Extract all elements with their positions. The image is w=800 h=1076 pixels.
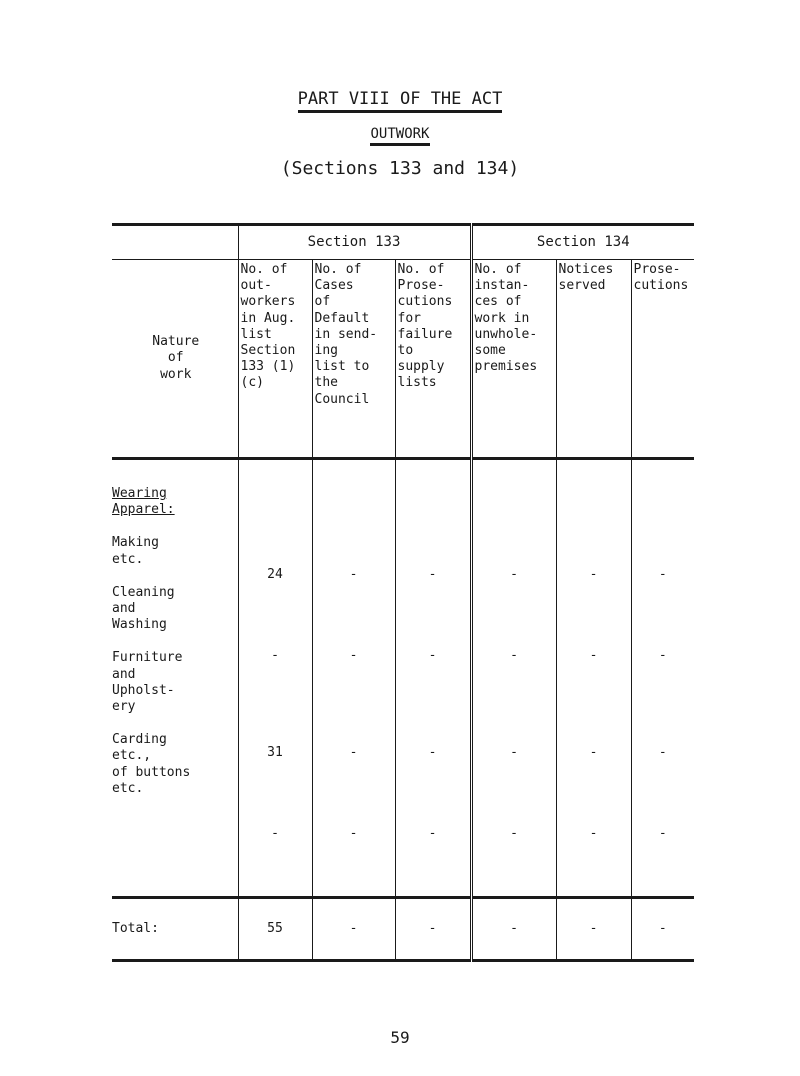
outwork-heading: OUTWORK [0, 126, 800, 142]
table-cell: - [589, 825, 598, 841]
col-values-default-cases [312, 459, 395, 898]
row-label: Cleaning and Washing [112, 584, 175, 633]
table-cell: - [428, 744, 437, 760]
col-header-prosecutions-lists: No. of Prose- cutions for failure to supply lists [395, 260, 471, 459]
row-label: Carding etc., of buttons etc. [112, 732, 191, 796]
total-cell: - [395, 898, 471, 961]
total-cell: 55 [238, 898, 312, 961]
col-values-prosecutions-lists [395, 459, 471, 898]
col-header-notices-served: Notices served [556, 260, 631, 459]
total-row [112, 898, 694, 961]
table-cell: - [349, 647, 358, 663]
table-cell: - [589, 647, 598, 663]
table-cell: - [510, 566, 518, 582]
table-cell: - [349, 744, 358, 760]
table-cell: - [658, 647, 667, 663]
col-values-notices-served [556, 459, 631, 898]
blank-corner [112, 225, 238, 260]
table-cell: 31 [267, 744, 283, 760]
table-cell: - [349, 825, 358, 841]
nature-of-work-header: Nature of work [112, 260, 238, 459]
table-cell: - [271, 647, 279, 663]
col-header-outworkers: No. of out- workers in Aug. list Section 133 (1) (c) [238, 260, 312, 459]
table-cell: - [658, 825, 667, 841]
table-cell: - [428, 566, 437, 582]
total-cell: - [471, 898, 556, 961]
table-cell: - [510, 825, 518, 841]
col-header-default-cases: No. of Cases of Default in send- ing list to the Council [312, 260, 395, 459]
col-header-unwholesome-premises: No. of instan- ces of work in unwhole- some premises [471, 260, 556, 459]
total-cell: - [312, 898, 395, 961]
table-cell: - [510, 744, 518, 760]
col-header-prosecutions: Prose- cutions [631, 260, 694, 459]
part-title: PART VIII OF THE ACT [0, 89, 800, 109]
data-rows-block [112, 459, 694, 898]
total-cell: - [631, 898, 694, 961]
row-labels [112, 459, 238, 898]
table-cell: 24 [267, 566, 283, 582]
category-heading: Wearing Apparel: [112, 486, 175, 518]
table-cell: - [510, 647, 518, 663]
page-number: 59 [390, 1028, 410, 1047]
table-cell: - [428, 825, 437, 841]
row-label: Making etc. [112, 535, 159, 567]
col-values-prosecutions [631, 459, 694, 898]
sections-subtitle: (Sections 133 and 134) [280, 158, 520, 179]
section-133-header: Section 133 [238, 225, 471, 260]
col-values-unwholesome-premises [471, 459, 556, 898]
table-cell: - [658, 744, 667, 760]
table-cell: - [428, 647, 437, 663]
col-values-outworkers [238, 459, 312, 898]
row-label: Furniture and Upholst- ery [112, 650, 183, 715]
outwork-table [112, 223, 694, 962]
table-cell: - [589, 566, 598, 582]
section-134-header: Section 134 [471, 225, 694, 260]
total-label: Total: [112, 898, 238, 961]
total-cell: - [556, 898, 631, 961]
table-cell: - [271, 825, 279, 841]
table-cell: - [349, 566, 358, 582]
table-cell: - [658, 566, 667, 582]
table-cell: - [589, 744, 598, 760]
